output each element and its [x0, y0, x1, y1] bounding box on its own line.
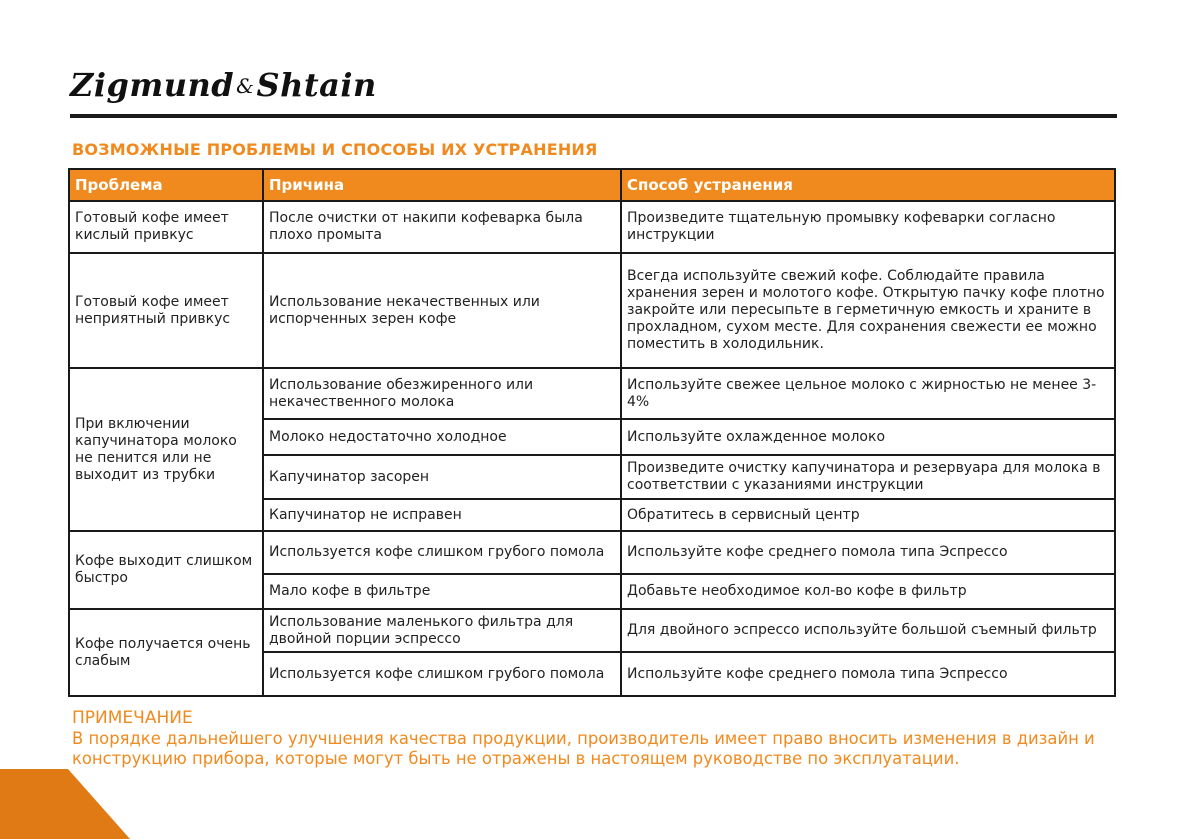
solution-cell: Обратитесь в сервисный центр: [621, 499, 1115, 531]
problem-cell: При включении капучинатора молоко не пенится или не выходит из трубки: [69, 368, 263, 531]
header-rule: [70, 114, 1117, 118]
section-title: ВОЗМОЖНЫЕ ПРОБЛЕМЫ И СПОСОБЫ ИХ УСТРАНЕНИЯ: [72, 140, 598, 159]
cause-cell: Использование некачественных или испорченных зерен кофе: [263, 253, 621, 368]
table-header-row: [69, 169, 1115, 201]
cause-cell: После очистки от накипи кофеварка была плохо промыта: [263, 201, 621, 253]
solution-cell: Используйте охлажденное молоко: [621, 419, 1115, 455]
brand-name-left: Zigmund: [70, 66, 235, 104]
solution-cell: Используйте свежее цельное молоко с жирностью не менее 3-4%: [621, 368, 1115, 419]
problem-cell: Готовый кофе имеет кислый привкус: [69, 201, 263, 253]
table-row: [69, 531, 1115, 574]
corner-decoration: [0, 769, 130, 839]
problem-cell: Кофе выходит слишком быстро: [69, 531, 263, 609]
cause-cell: Мало кофе в фильтре: [263, 574, 621, 609]
brand-name-right: Shtain: [256, 66, 377, 104]
header-cause: Причина: [263, 169, 621, 201]
table-row: [69, 609, 1115, 652]
problem-cell: Кофе получается очень слабым: [69, 609, 263, 696]
cause-cell: Использование обезжиренного или некачественного молока: [263, 368, 621, 419]
cause-cell: Капучинатор засорен: [263, 455, 621, 499]
cause-cell: Молоко недостаточно холодное: [263, 419, 621, 455]
cause-cell: Использование маленького фильтра для двойной порции эспрессо: [263, 609, 621, 652]
solution-cell: Всегда используйте свежий кофе. Соблюдайте правила хранения зерен и молотого кофе. Открытую пачку кофе плотно закройте или пересыпьте в герметичную емкость и храните в прохладном, сухом месте. Для сохранения свежести ее можно поместить в холодильник.: [621, 253, 1115, 368]
table-row: [69, 253, 1115, 368]
solution-cell: Используйте кофе среднего помола типа Эспрессо: [621, 531, 1115, 574]
solution-cell: Используйте кофе среднего помола типа Эспрессо: [621, 652, 1115, 696]
brand-ampersand: &: [236, 74, 255, 98]
solution-cell: Добавьте необходимое кол-во кофе в фильтр: [621, 574, 1115, 609]
cause-cell: Капучинатор не исправен: [263, 499, 621, 531]
cause-cell: Используется кофе слишком грубого помола: [263, 531, 621, 574]
header-problem: Проблема: [69, 169, 263, 201]
troubleshooting-table: [68, 168, 1116, 697]
cause-cell: Используется кофе слишком грубого помола: [263, 652, 621, 696]
note-text: В порядке дальнейшего улучшения качества продукции, производитель имеет право вносить изменения в дизайн и конструкцию прибора, которые могут быть не отражены в настоящем руководстве по эксплуатации.: [72, 729, 1095, 768]
table-row: [69, 201, 1115, 253]
brand-logo: [70, 66, 377, 104]
note-title: ПРИМЕЧАНИЕ: [72, 708, 193, 728]
solution-cell: Для двойного эспрессо используйте большой съемный фильтр: [621, 609, 1115, 652]
problem-cell: Готовый кофе имеет неприятный привкус: [69, 253, 263, 368]
header-solution: Способ устранения: [621, 169, 1115, 201]
table-row: [69, 368, 1115, 419]
solution-cell: Произведите тщательную промывку кофеварки согласно инструкции: [621, 201, 1115, 253]
solution-cell: Произведите очистку капучинатора и резервуара для молока в соответствии с указаниями инструкции: [621, 455, 1115, 499]
